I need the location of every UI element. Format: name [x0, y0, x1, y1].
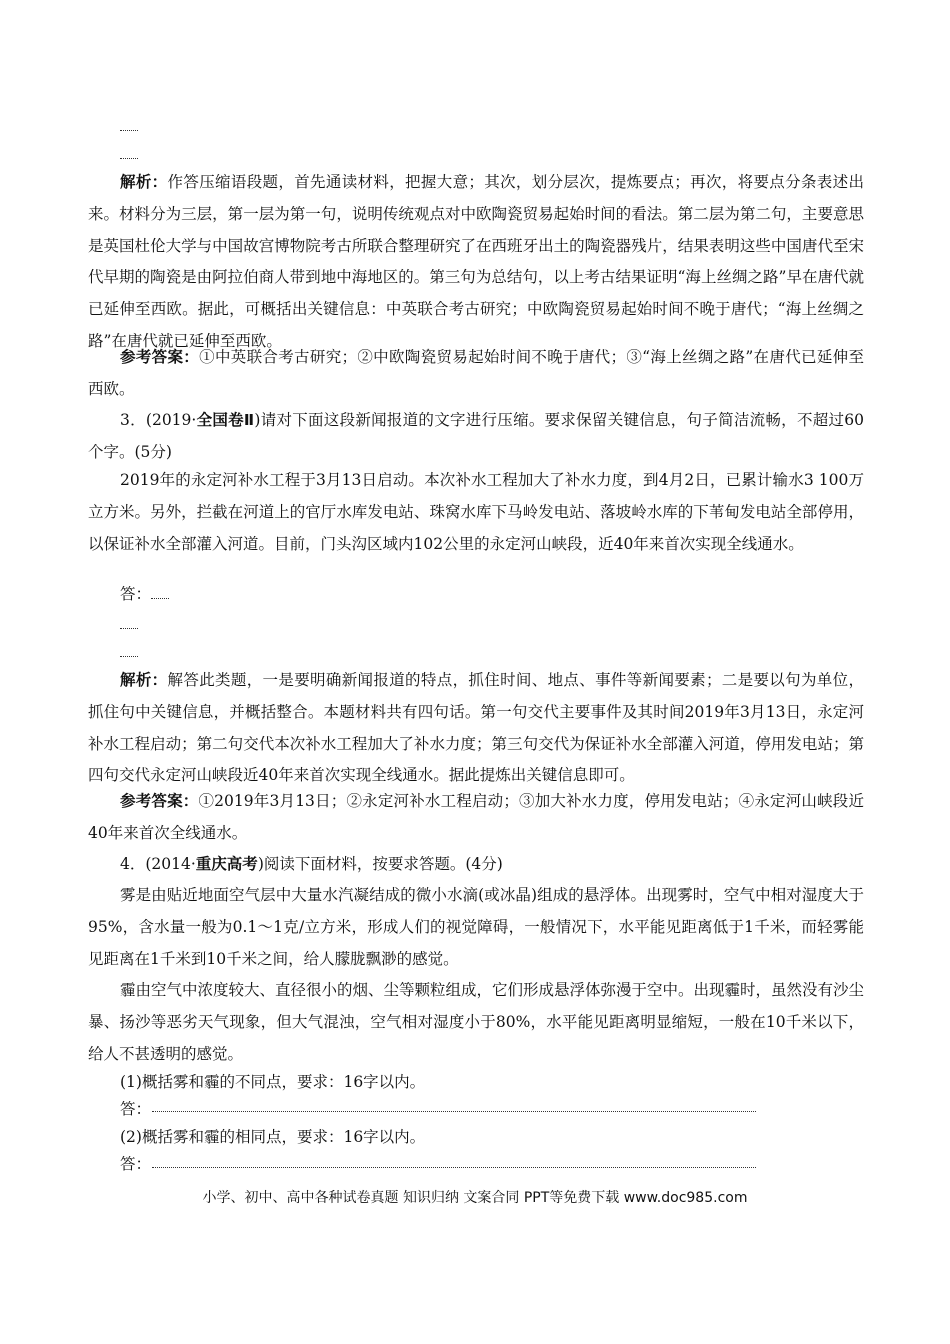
q4-answer-prompt-2: 答：	[120, 1155, 152, 1173]
answer-text: ①中英联合考古研究；②中欧陶瓷贸易起始时间不晚于唐代；③“海上丝绸之路”在唐代已延伸至西欧。	[88, 348, 864, 398]
q3-answer-prompt: 答：	[120, 580, 169, 608]
answer-line-1[interactable]	[152, 1111, 756, 1112]
question-source: 重庆高考	[195, 855, 258, 873]
q2-explanation	[88, 166, 864, 358]
explain-text: 作答压缩语段题，首先通读材料，把握大意；其次，划分层次，提炼要点；再次，将要点分条表述出来。材料分为三层，第一层为第一句，说明传统观点对中欧陶瓷贸易起始时间的看法。第二层为第二句，主要意思是英国杜伦大学与中国故宫博物院考古所联合整理研究了在西班牙出土的陶瓷器残片，结果表明这些中国唐代至宋代早期的陶瓷是由阿拉伯商人带到地中海地区的。第三句为总结句，以上考古结果证明“海上丝绸之路”早在唐代就已延伸至西欧。据此，可概括出关键信息：中英联合考古研究；中欧陶瓷贸易起始时间不晚于唐代；“海上丝绸之路”在唐代就已延伸至西欧。	[88, 173, 864, 350]
q4-question: 4．(2014·重庆高考)阅读下面材料，按要求答题。(4分)	[120, 855, 503, 873]
q3-reference-answer	[88, 785, 864, 850]
q2-reference-answer	[88, 341, 864, 406]
answer-blank-line	[120, 158, 138, 159]
question-source: 全国卷Ⅱ	[196, 411, 255, 429]
q4-answer-prompt-1: 答：	[120, 1100, 152, 1118]
answer-blank-line	[120, 130, 138, 131]
answer-blank-line	[151, 598, 169, 599]
answer-label: 参考答案：	[120, 791, 199, 810]
explain-text: 解答此类题，一是要明确新闻报道的特点，抓住时间、地点、事件等新闻要素；二是要以句为单位，抓住句中关键信息，并概括整合。本题材料共有四句话。第一句交代主要事件及其时间2019年3月13日，永定河补水工程启动；第二句交代本次补水工程加大了补水力度；第三句交代为保证补水全部灌入河道，停用发电站；第四句交代永定河山峡段近40年来首次实现全线通水。据此提炼出关键信息即可。	[88, 671, 864, 785]
answer-label: 参考答案：	[120, 347, 200, 366]
answer-blank-line	[120, 628, 138, 629]
q3-question: 3．(2019·全国卷Ⅱ)请对下面这段新闻报道的文字进行压缩。要求保留关键信息，句子简洁流畅，不超过60个字。(5分)	[88, 411, 864, 461]
q3-explanation	[88, 664, 864, 792]
answer-text: ①2019年3月13日；②永定河补水工程启动；③加大补水力度，停用发电站；④永定河山峡段近40年来首次全线通水。	[88, 792, 864, 842]
q4-material-fog: 雾是由贴近地面空气层中大量水汽凝结成的微小水滴(或冰晶)组成的悬浮体。出现雾时，空气中相对湿度大于95%，含水量一般为0.1～1克/立方米，形成人们的视觉障碍，一般情况下，水平能见距离低于1千米，而轻雾能见距离在1千米到10千米之间，给人朦胧飘渺的感觉。	[88, 886, 864, 968]
q4-subquestion-1: (1)概括雾和霾的不同点，要求：16字以内。	[120, 1073, 426, 1091]
page-footer: 小学、初中、高中各种试卷真题 知识归纳 文案合同 PPT等免费下载 www.doc985.com	[202, 1190, 748, 1206]
answer-line-2[interactable]	[152, 1167, 756, 1168]
q3-material: 2019年的永定河补水工程于3月13日启动。本次补水工程加大了补水力度，到4月2日，已累计输水3 100万立方米。另外，拦截在河道上的官厅水库发电站、珠窝水库下马岭发电站、落坡岭水库的下苇甸发电站全部停用，以保证补水全部灌入河道。目前，门头沟区域内102公里的永定河山峡段，近40年来首次实现全线通水。	[88, 471, 864, 553]
explain-label: 解析：	[120, 670, 168, 689]
q4-material-haze: 霾由空气中浓度较大、直径很小的烟、尘等颗粒组成，它们形成悬浮体弥漫于空中。出现霾时，虽然没有沙尘暴、扬沙等恶劣天气现象，但大气混浊，空气相对湿度小于80%，水平能见距离明显缩短，一般在10千米以下，给人不甚透明的感觉。	[88, 981, 865, 1063]
explain-label: 解析：	[120, 172, 168, 191]
q4-subquestion-2: (2)概括雾和霾的相同点，要求：16字以内。	[120, 1128, 426, 1146]
answer-blank-line	[120, 656, 138, 657]
